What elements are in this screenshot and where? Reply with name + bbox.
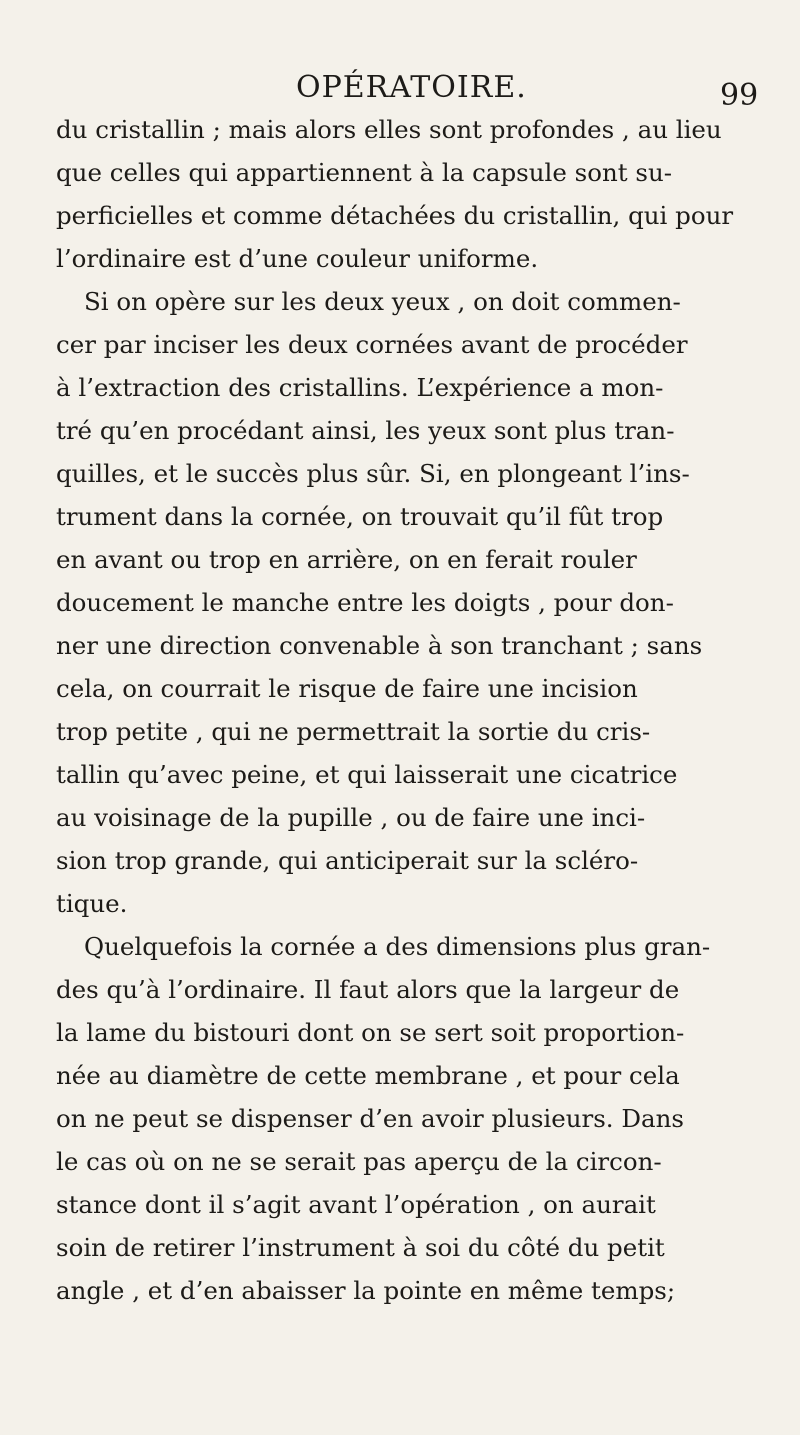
running-head xyxy=(0,66,800,113)
text-line: trument dans la cornée, on trouvait qu’il fût trop xyxy=(56,502,664,531)
text-line: née au diamètre de cette membrane , et pour cela xyxy=(56,1061,680,1090)
text-line: perficielles et comme détachées du cristallin, qui pour xyxy=(56,201,734,230)
running-title: OPÉRATOIRE. xyxy=(296,70,527,105)
text-line: la lame du bistouri dont on se sert soit proportion- xyxy=(56,1018,685,1047)
text-line: sion trop grande, qui anticiperait sur la scléro- xyxy=(56,846,639,875)
text-line: tallin qu’avec peine, et qui laisserait une cicatrice xyxy=(56,760,678,789)
text-line: trop petite , qui ne permettrait la sortie du cris- xyxy=(56,717,651,746)
text-line: doucement le manche entre les doigts , pour don- xyxy=(56,588,674,617)
text-line: le cas où on ne se serait pas aperçu de la circon- xyxy=(56,1147,662,1176)
text-line: au voisinage de la pupille , ou de faire une inci- xyxy=(56,803,646,832)
text-line: ner une direction convenable à son tranchant ; sans xyxy=(56,631,703,660)
text-line: tré qu’en procédant ainsi, les yeux sont plus tran- xyxy=(56,416,675,445)
text-line: angle , et d’en abaisser la pointe en même temps; xyxy=(56,1276,676,1305)
text-line: à l’extraction des cristallins. L’expérience a mon- xyxy=(56,373,664,402)
text-line: tique. xyxy=(56,889,128,918)
text-line: des qu’à l’ordinaire. Il faut alors que la largeur de xyxy=(56,975,680,1004)
text-line: en avant ou trop en arrière, on en ferait rouler xyxy=(56,545,637,574)
text-line: cela, on courrait le risque de faire une incision xyxy=(56,674,638,703)
text-line: soin de retirer l’instrument à soi du côté du petit xyxy=(56,1233,665,1262)
text-line: quilles, et le succès plus sûr. Si, en plongeant l’ins- xyxy=(56,459,690,488)
text-line: on ne peut se dispenser d’en avoir plusieurs. Dans xyxy=(56,1104,684,1133)
text-line: l’ordinaire est d’une couleur uniforme. xyxy=(56,244,539,273)
page-number: 99 xyxy=(720,78,759,113)
text-line: Si on opère sur les deux yeux , on doit commen- xyxy=(84,287,681,316)
text-line: du cristallin ; mais alors elles sont profondes , au lieu xyxy=(56,115,722,144)
text-line: stance dont il s’agit avant l’opération , on aurait xyxy=(56,1190,656,1219)
text-line: cer par inciser les deux cornées avant de procéder xyxy=(56,330,688,359)
text-line: que celles qui appartiennent à la capsule sont su- xyxy=(56,158,673,187)
text-line: Quelquefois la cornée a des dimensions plus gran- xyxy=(84,932,711,961)
